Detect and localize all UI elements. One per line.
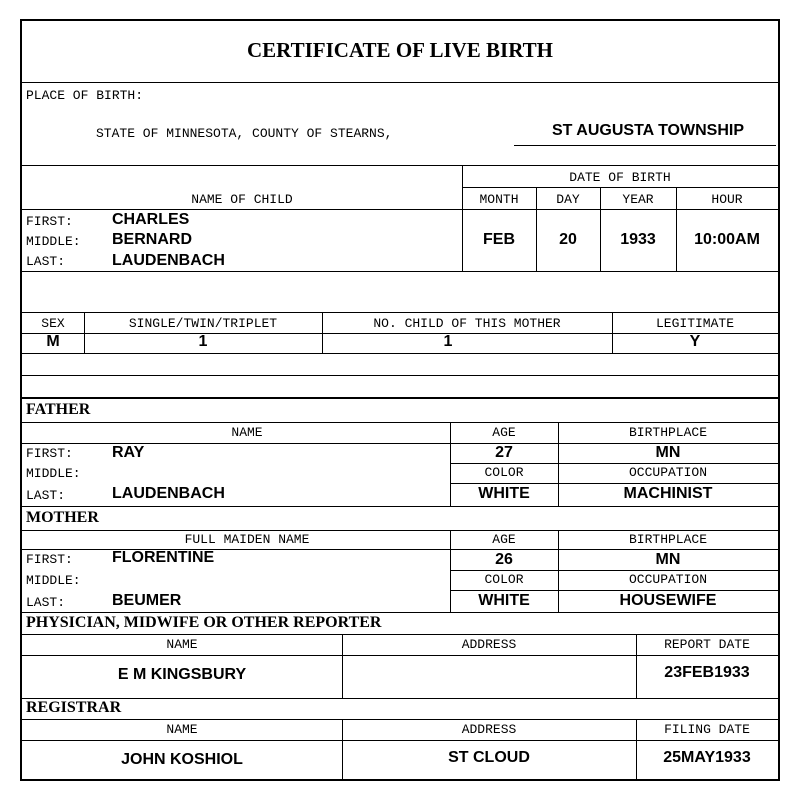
divider: [22, 271, 778, 272]
father-occupation-header: OCCUPATION: [628, 465, 707, 480]
plurality-header: SINGLE/TWIN/TRIPLET: [128, 316, 278, 331]
divider: [22, 612, 778, 613]
divider: [558, 422, 559, 506]
filing-date-value: 25MAY1933: [663, 749, 751, 766]
sex-value: M: [46, 333, 60, 350]
legitimate-value: Y: [689, 333, 701, 350]
divider: [22, 209, 778, 210]
registrar-section-title: REGISTRAR: [26, 699, 122, 716]
report-date-header: REPORT DATE: [664, 637, 750, 652]
father-age-value: 27: [495, 444, 513, 461]
physician-name-header: NAME: [166, 637, 198, 652]
certificate-title: CERTIFICATE OF LIVE BIRTH: [247, 38, 553, 62]
mother-occupation-value: HOUSEWIFE: [619, 592, 717, 609]
legitimate-header: LEGITIMATE: [655, 316, 734, 331]
mother-section-title: MOTHER: [26, 509, 99, 526]
mother-occupation-header: OCCUPATION: [628, 572, 707, 587]
mother-age-value: 26: [495, 551, 513, 568]
father-middle-label: MIDDLE:: [26, 466, 81, 481]
divider: [450, 483, 778, 484]
physician-address-header: ADDRESS: [461, 637, 517, 652]
father-section-title: FATHER: [26, 401, 91, 418]
hour-header: HOUR: [711, 192, 743, 207]
birth-year-value: 1933: [620, 231, 656, 248]
father-last-value: LAUDENBACH: [112, 485, 225, 502]
father-occupation-value: MACHINIST: [623, 485, 713, 502]
registrar-name-header: NAME: [166, 722, 198, 737]
divider: [342, 719, 343, 779]
divider: [22, 312, 778, 313]
father-birthplace-header: BIRTHPLACE: [628, 425, 707, 440]
divider: [450, 463, 778, 464]
child-first-value: CHARLES: [112, 211, 190, 228]
birth-month-value: FEB: [483, 231, 515, 248]
registrar-address-header: ADDRESS: [461, 722, 517, 737]
mother-last-label: LAST:: [26, 595, 66, 610]
father-last-label: LAST:: [26, 488, 66, 503]
state-county-text: STATE OF MINNESOTA, COUNTY OF STEARNS,: [96, 126, 393, 141]
child-number-value: 1: [443, 333, 453, 350]
year-header: YEAR: [622, 192, 654, 207]
name-of-child-header: NAME OF CHILD: [191, 192, 293, 207]
township-underline: [514, 145, 776, 146]
mother-name-header: FULL MAIDEN NAME: [184, 532, 310, 547]
divider: [22, 530, 778, 531]
child-first-label: FIRST:: [26, 214, 73, 229]
child-middle-label: MIDDLE:: [26, 234, 81, 249]
divider: [22, 634, 778, 635]
divider: [600, 187, 601, 271]
mother-last-value: BEUMER: [112, 592, 182, 609]
physician-section-title: PHYSICIAN, MIDWIFE OR OTHER REPORTER: [26, 614, 382, 631]
day-header: DAY: [556, 192, 580, 207]
divider: [22, 506, 778, 507]
mother-first-value: FLORENTINE: [112, 549, 215, 566]
divider: [22, 82, 778, 83]
sex-header: SEX: [41, 316, 65, 331]
divider: [22, 719, 778, 720]
divider: [22, 422, 778, 423]
divider: [558, 530, 559, 612]
divider: [322, 312, 323, 353]
mother-age-header: AGE: [492, 532, 516, 547]
divider: [636, 634, 637, 698]
father-color-header: COLOR: [484, 465, 524, 480]
father-first-value: RAY: [112, 444, 145, 461]
child-last-label: LAST:: [26, 254, 66, 269]
mother-birthplace-value: MN: [655, 551, 681, 568]
divider: [450, 590, 778, 591]
place-of-birth-label: PLACE OF BIRTH:: [26, 88, 144, 103]
mother-first-label: FIRST:: [26, 552, 73, 567]
divider: [342, 634, 343, 698]
registrar-address-value: ST CLOUD: [448, 749, 530, 766]
father-first-label: FIRST:: [26, 446, 73, 461]
divider: [84, 312, 85, 353]
divider: [22, 165, 778, 166]
mother-color-header: COLOR: [484, 572, 524, 587]
registrar-name-value: JOHN KOSHIOL: [121, 751, 243, 768]
birth-day-value: 20: [559, 231, 577, 248]
child-number-header: NO. CHILD OF THIS MOTHER: [373, 316, 561, 331]
divider: [536, 187, 537, 271]
father-age-header: AGE: [492, 425, 516, 440]
divider: [636, 719, 637, 779]
divider: [22, 740, 778, 741]
month-header: MONTH: [479, 192, 519, 207]
mother-birthplace-header: BIRTHPLACE: [628, 532, 707, 547]
filing-date-header: FILING DATE: [664, 722, 750, 737]
divider: [612, 312, 613, 353]
report-date-value: 23FEB1933: [664, 664, 750, 681]
divider: [450, 422, 451, 506]
divider: [22, 655, 778, 656]
divider: [450, 570, 778, 571]
father-color-value: WHITE: [478, 485, 530, 502]
child-middle-value: BERNARD: [112, 231, 192, 248]
township-value: ST AUGUSTA TOWNSHIP: [552, 122, 744, 139]
divider: [22, 375, 778, 376]
plurality-value: 1: [198, 333, 208, 350]
divider: [22, 353, 778, 354]
divider: [450, 530, 451, 612]
mother-middle-label: MIDDLE:: [26, 573, 81, 588]
father-name-header: NAME: [231, 425, 263, 440]
birth-hour-value: 10:00AM: [694, 231, 760, 248]
physician-name-value: E M KINGSBURY: [117, 666, 247, 683]
child-last-value: LAUDENBACH: [112, 252, 225, 269]
divider: [22, 698, 778, 699]
date-of-birth-header: DATE OF BIRTH: [569, 170, 671, 185]
divider: [462, 187, 778, 188]
father-birthplace-value: MN: [655, 444, 681, 461]
divider: [462, 165, 463, 271]
mother-color-value: WHITE: [478, 592, 530, 609]
divider: [676, 187, 677, 271]
divider: [22, 397, 778, 399]
